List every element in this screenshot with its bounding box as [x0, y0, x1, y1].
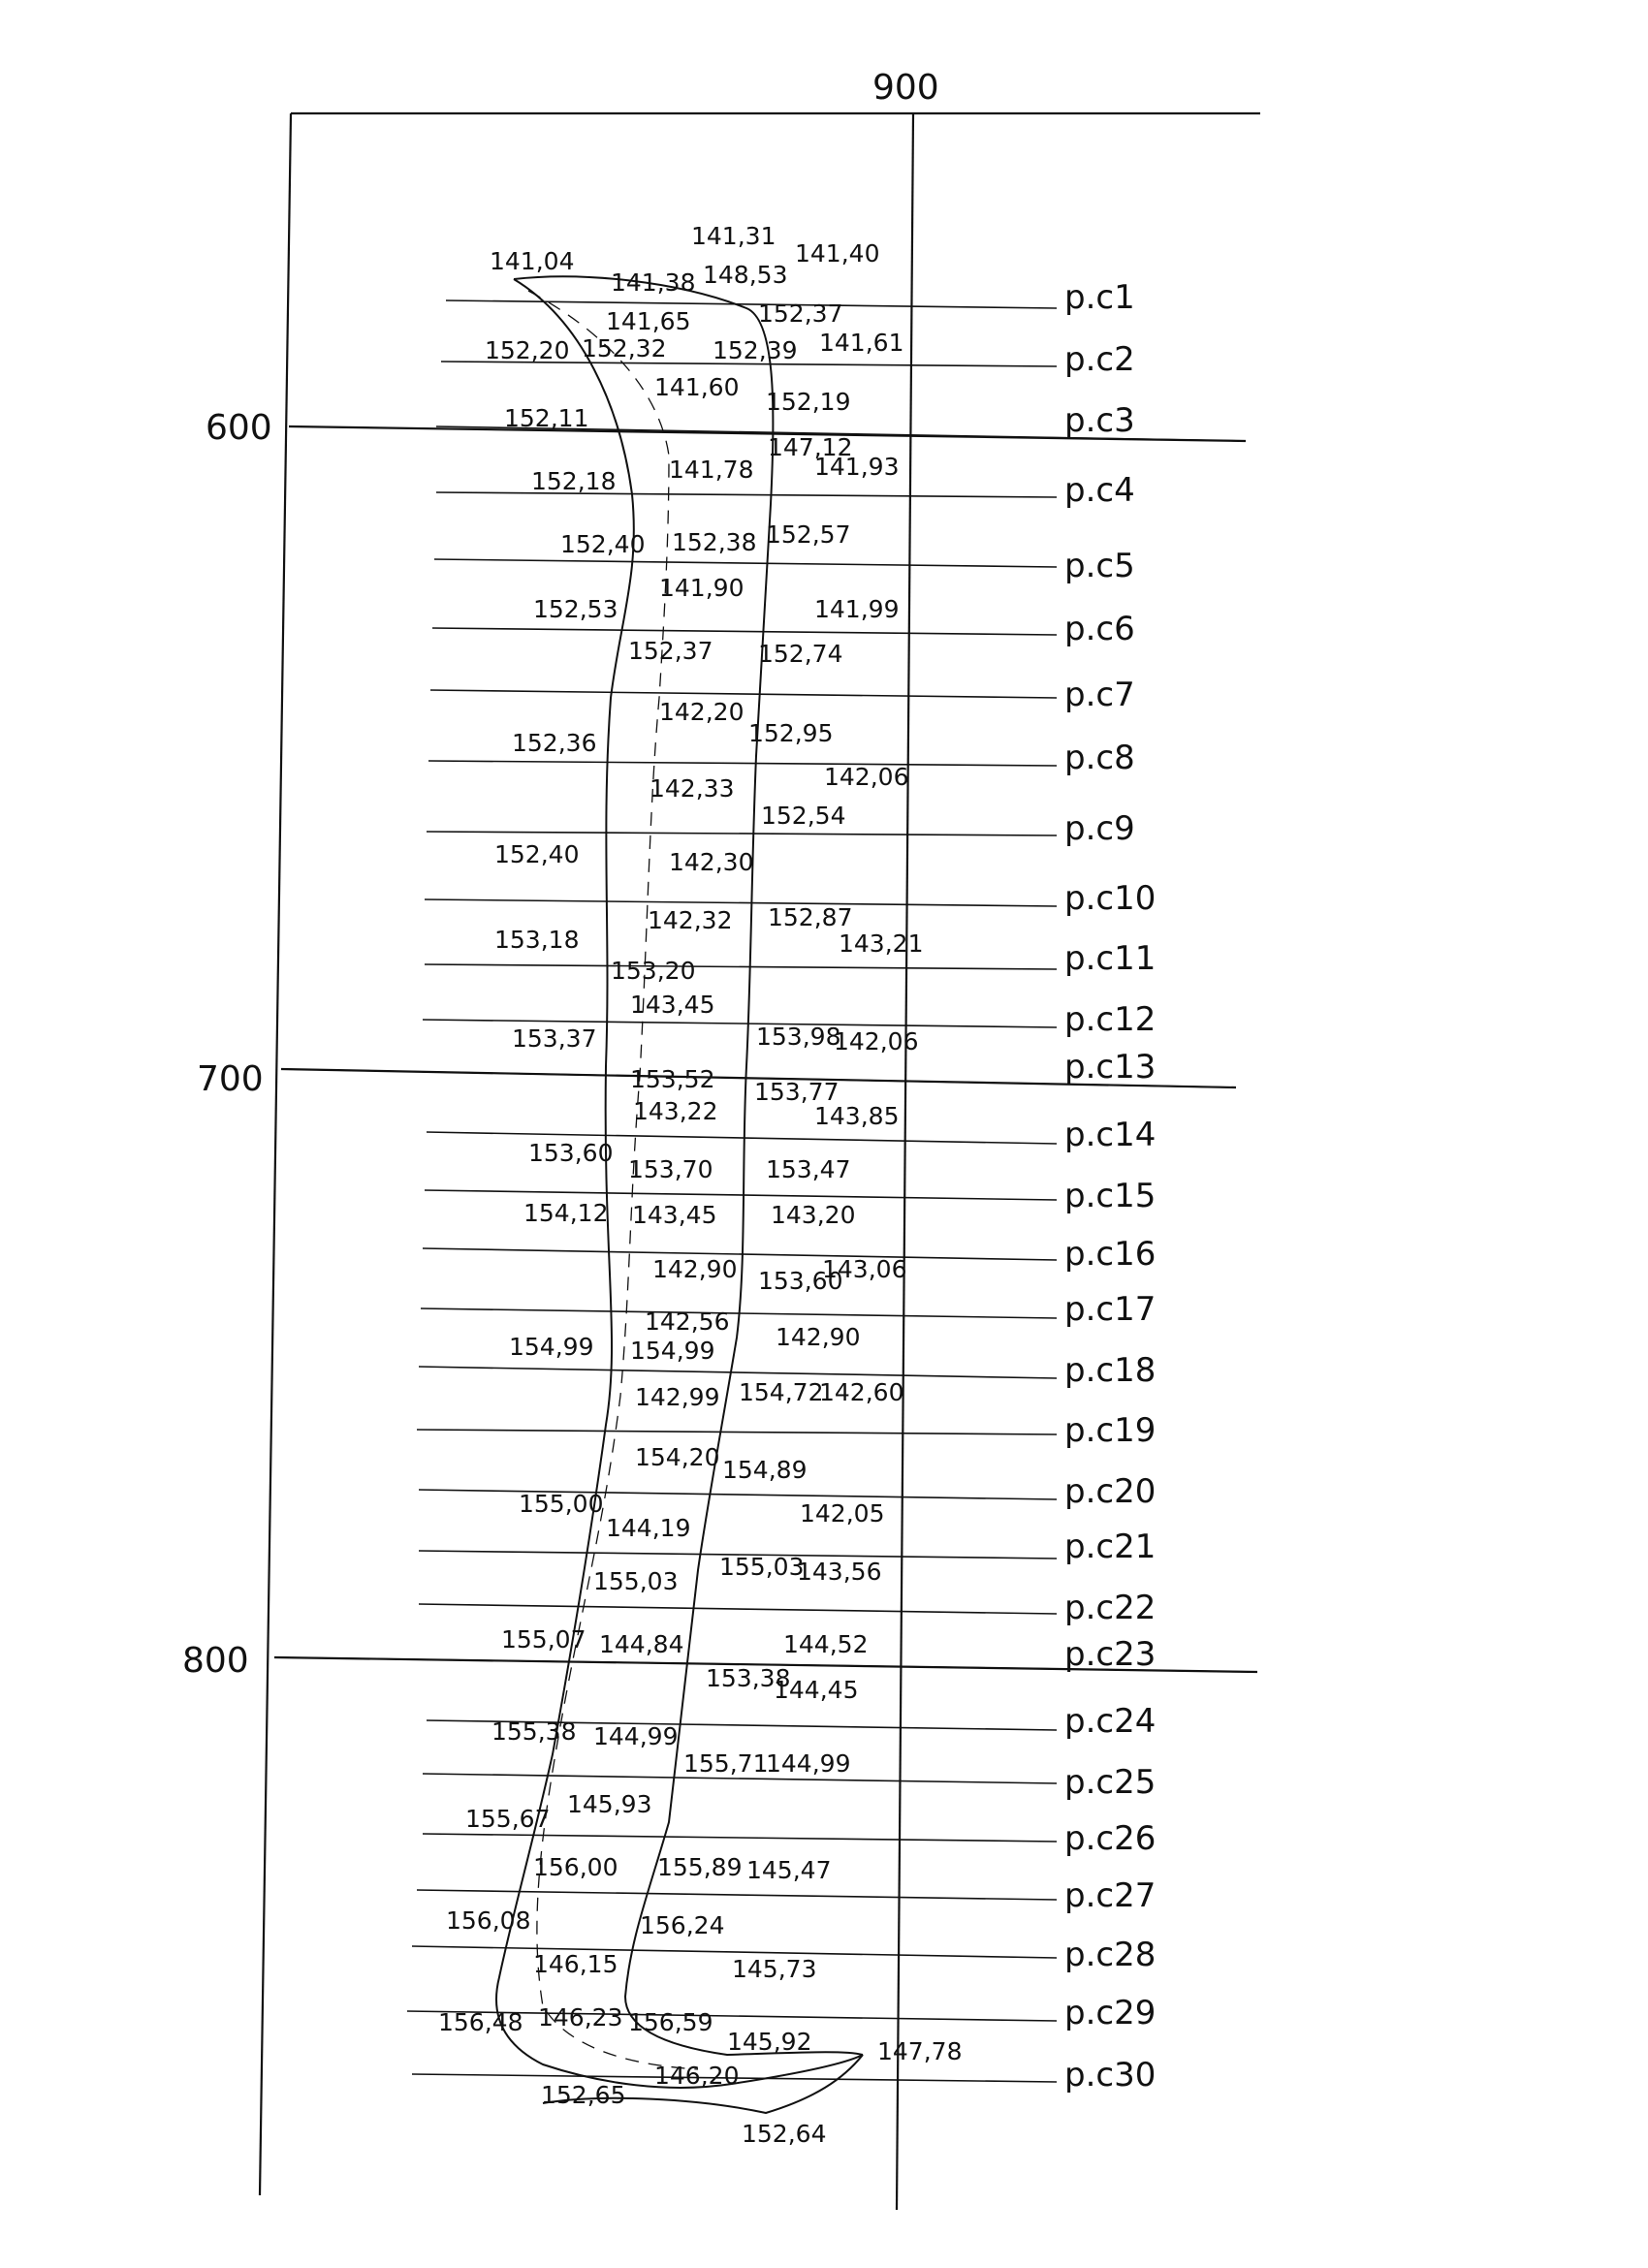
elevation-label: 143,45 — [630, 991, 715, 1019]
elevation-label: 142,30 — [669, 848, 754, 876]
profile-label-27: p.c27 — [1064, 1876, 1157, 1915]
elevation-label: 142,60 — [819, 1378, 904, 1406]
elevation-label: 141,90 — [659, 574, 745, 602]
elevation-label: 141,65 — [606, 307, 691, 335]
elevation-label: 153,77 — [754, 1078, 840, 1106]
elevation-label: 142,06 — [834, 1027, 919, 1055]
profile-label-6: p.c6 — [1064, 610, 1135, 648]
profile-label-10: p.c10 — [1064, 879, 1157, 918]
elevation-label: 144,84 — [599, 1630, 684, 1658]
elevation-label: 152,54 — [761, 802, 846, 830]
profile-line-22 — [419, 1604, 1057, 1614]
elevation-label: 143,85 — [814, 1102, 900, 1130]
profile-line-5 — [434, 559, 1057, 567]
elevation-label: 141,31 — [691, 222, 776, 250]
elevation-label: 156,24 — [640, 1911, 725, 1939]
elevation-label: 142,90 — [776, 1323, 861, 1351]
elevation-label: 154,89 — [722, 1456, 808, 1484]
elevation-label: 141,61 — [819, 329, 904, 357]
elevation-label: 145,92 — [727, 2028, 812, 2056]
profile-line-1 — [446, 300, 1057, 308]
elevation-label: 152,87 — [768, 903, 853, 931]
elevation-label: 155,67 — [465, 1805, 551, 1833]
profile-label-20: p.c20 — [1064, 1472, 1157, 1511]
elevation-label: 152,38 — [672, 528, 757, 556]
profile-label-4: p.c4 — [1064, 471, 1135, 510]
elevation-label: 153,18 — [494, 926, 580, 954]
profile-label-13: p.c13 — [1064, 1048, 1157, 1087]
elevation-label: 154,12 — [523, 1199, 609, 1227]
profile-label-29: p.c29 — [1064, 1994, 1157, 2032]
elevation-label: 152,32 — [582, 334, 667, 362]
elevation-label: 155,03 — [593, 1567, 679, 1595]
elevation-label: 142,05 — [800, 1499, 885, 1528]
profile-line-18 — [419, 1367, 1057, 1378]
profile-line-19 — [417, 1430, 1057, 1434]
grid-y-label-700: 700 — [197, 1059, 264, 1099]
elevation-label: 144,19 — [606, 1514, 691, 1542]
elevation-label: 142,99 — [635, 1383, 720, 1411]
profile-line-16 — [423, 1248, 1057, 1260]
elevation-label: 155,07 — [501, 1625, 586, 1654]
profile-label-15: p.c15 — [1064, 1177, 1157, 1215]
elevation-label: 153,52 — [630, 1065, 715, 1093]
elevation-label: 141,38 — [611, 268, 696, 297]
profile-line-9 — [427, 832, 1057, 835]
elevation-label: 143,21 — [839, 929, 924, 958]
elevation-label: 153,60 — [758, 1267, 843, 1295]
elevation-label: 143,20 — [771, 1201, 856, 1229]
profile-line-15 — [425, 1190, 1057, 1200]
elevation-label: 153,47 — [766, 1155, 851, 1183]
elevation-label: 152,39 — [713, 336, 798, 364]
elevation-label: 143,45 — [632, 1201, 717, 1229]
profile-line-27 — [417, 1890, 1057, 1900]
elevation-label: 156,59 — [628, 2008, 713, 2036]
elevation-label: 152,19 — [766, 388, 851, 416]
profile-label-5: p.c5 — [1064, 547, 1135, 585]
profile-label-9: p.c9 — [1064, 809, 1135, 848]
profile-line-26 — [423, 1834, 1057, 1842]
profile-label-23: p.c23 — [1064, 1635, 1157, 1674]
elevation-label: 152,37 — [758, 299, 843, 328]
profile-line-7 — [430, 690, 1057, 698]
elevation-label: 154,99 — [630, 1337, 715, 1365]
elevation-label: 146,15 — [533, 1950, 618, 1978]
elevation-label: 152,20 — [485, 336, 570, 364]
elevation-label: 146,20 — [654, 2062, 740, 2090]
elevation-label: 152,65 — [541, 2081, 626, 2109]
profile-line-20 — [419, 1490, 1057, 1499]
elevation-label: 152,95 — [748, 719, 834, 747]
elevation-label: 152,37 — [628, 637, 713, 665]
elevation-label: 152,64 — [742, 2120, 827, 2148]
elevation-label: 147,78 — [877, 2037, 963, 2065]
profile-label-22: p.c22 — [1064, 1589, 1157, 1627]
elevation-label: 155,00 — [519, 1490, 604, 1518]
elevation-label: 153,70 — [628, 1155, 713, 1183]
elevation-label: 152,53 — [533, 595, 618, 623]
elevation-label: 154,20 — [635, 1443, 720, 1471]
elevation-label: 152,18 — [531, 467, 617, 495]
profile-label-11: p.c11 — [1064, 939, 1157, 978]
profile-line-8 — [428, 761, 1057, 766]
elevation-label: 141,78 — [669, 456, 754, 484]
profile-line-6 — [432, 628, 1057, 635]
profile-label-8: p.c8 — [1064, 739, 1135, 777]
elevation-label: 143,06 — [822, 1255, 907, 1283]
elevation-label: 142,20 — [659, 698, 745, 726]
elevation-label: 152,74 — [758, 640, 843, 668]
elevation-label: 152,57 — [766, 520, 851, 549]
elevation-label: 142,56 — [645, 1307, 730, 1336]
elevation-label: 144,52 — [783, 1630, 869, 1658]
elevation-label: 152,11 — [504, 404, 589, 432]
elevation-label: 144,99 — [593, 1722, 679, 1750]
profile-label-28: p.c28 — [1064, 1936, 1157, 1974]
profile-line-10 — [425, 899, 1057, 906]
profile-label-19: p.c19 — [1064, 1411, 1157, 1450]
profile-line-14 — [427, 1132, 1057, 1144]
profile-label-12: p.c12 — [1064, 1000, 1157, 1039]
elevation-label: 153,38 — [706, 1664, 791, 1692]
elevation-label: 145,93 — [567, 1790, 652, 1818]
profile-label-17: p.c17 — [1064, 1290, 1157, 1329]
elevation-label: 144,45 — [774, 1676, 859, 1704]
elevation-label: 156,48 — [438, 2008, 523, 2036]
elevation-label: 155,71 — [683, 1749, 769, 1778]
elevation-label: 142,06 — [824, 763, 909, 791]
elevation-label: 142,33 — [650, 774, 735, 803]
elevation-label: 147,12 — [768, 433, 853, 461]
grid-y-label-600: 600 — [206, 408, 272, 448]
elevation-label: 153,20 — [611, 957, 696, 985]
elevation-label: 153,37 — [512, 1024, 597, 1053]
profile-label-7: p.c7 — [1064, 676, 1135, 714]
elevation-label: 154,72 — [739, 1378, 824, 1406]
grid-x900-line — [897, 113, 913, 2210]
profile-label-3: p.c3 — [1064, 401, 1135, 440]
elevation-label: 156,08 — [446, 1906, 531, 1935]
grid-x-label: 900 — [872, 68, 939, 108]
elevation-label: 145,73 — [732, 1955, 817, 1983]
elevation-label: 142,90 — [652, 1255, 738, 1283]
elevation-label: 141,99 — [814, 595, 900, 623]
elevation-label: 155,38 — [491, 1717, 577, 1746]
profile-label-2: p.c2 — [1064, 340, 1135, 379]
profile-label-18: p.c18 — [1064, 1351, 1157, 1390]
elevation-label: 144,99 — [766, 1749, 851, 1778]
profile-label-16: p.c16 — [1064, 1235, 1157, 1274]
elevation-label: 145,47 — [746, 1856, 832, 1884]
elevation-label: 142,32 — [648, 906, 733, 934]
elevation-label: 156,00 — [533, 1853, 618, 1881]
elevation-label: 155,03 — [719, 1553, 805, 1581]
grid-y-label-800: 800 — [182, 1641, 249, 1681]
elevation-label: 141,60 — [654, 373, 740, 401]
profile-label-1: p.c1 — [1064, 278, 1135, 317]
elevation-label: 148,53 — [703, 261, 788, 289]
elevation-label: 146,23 — [538, 2003, 623, 2032]
elevation-label: 152,40 — [560, 530, 646, 558]
elevation-label: 141,40 — [795, 239, 880, 268]
elevation-label: 143,56 — [797, 1558, 882, 1586]
elevation-labels — [438, 222, 962, 2148]
elevation-label: 155,89 — [657, 1853, 743, 1881]
profile-labels — [1064, 278, 1156, 2095]
profile-label-25: p.c25 — [1064, 1763, 1157, 1802]
profile-label-26: p.c26 — [1064, 1819, 1157, 1858]
profile-label-30: p.c30 — [1064, 2056, 1157, 2095]
elevation-label: 153,60 — [528, 1139, 614, 1167]
profile-label-24: p.c24 — [1064, 1702, 1157, 1741]
elevation-label: 141,04 — [490, 247, 575, 275]
profile-line-4 — [436, 492, 1057, 497]
elevation-label: 152,40 — [494, 840, 580, 868]
profile-line-11 — [425, 964, 1057, 969]
elevation-label: 152,36 — [512, 729, 597, 757]
elevation-label: 143,22 — [633, 1097, 718, 1125]
elevation-label: 154,99 — [509, 1333, 594, 1361]
profile-label-21: p.c21 — [1064, 1528, 1157, 1566]
profile-label-14: p.c14 — [1064, 1116, 1157, 1154]
elevation-label: 153,98 — [756, 1023, 841, 1051]
elevation-label: 141,93 — [814, 453, 900, 481]
